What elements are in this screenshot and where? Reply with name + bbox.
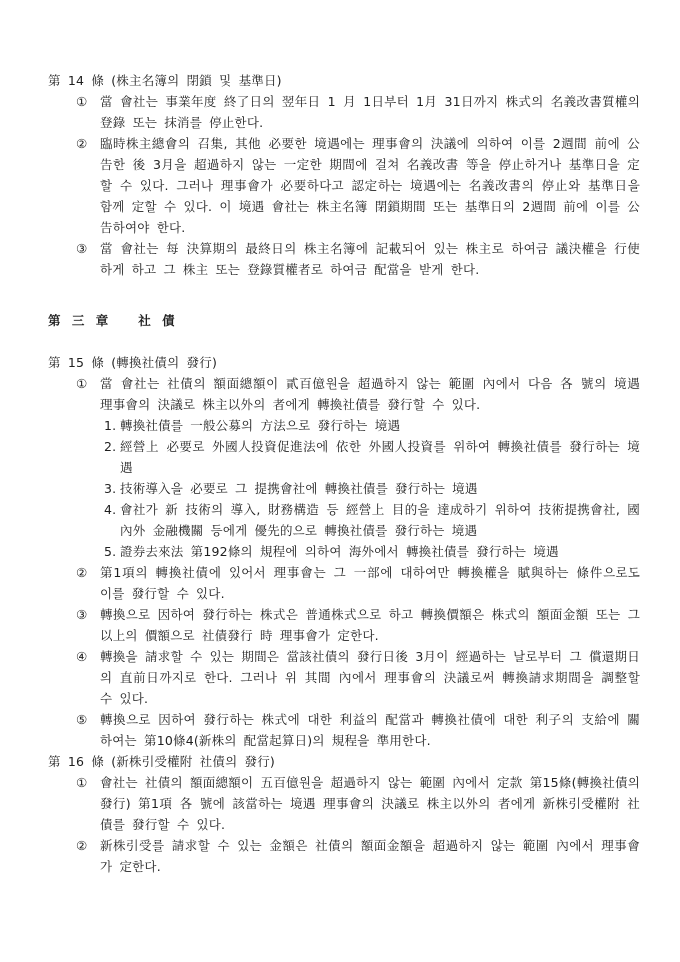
- subitem-text: 證券去來法 第192條의 規程에 의하여 海外에서 轉換社債를 發行하는 境遇: [120, 544, 559, 559]
- subitem-text: 經營上 必要로 外國人投資促進法에 依한 外國人投資를 위하여 轉換社債를 發行하는 境遇: [120, 439, 640, 475]
- item-marker: ②: [76, 838, 88, 853]
- article-15-item-1-sub-5: [100, 541, 640, 562]
- subitem-marker: 4.: [104, 502, 117, 517]
- article-15-item-1-sub-3: [100, 478, 640, 499]
- article-15: [48, 352, 640, 751]
- item-text: 轉換으로 因하여 發行하는 株式에 대한 利益의 配當과 轉換社債에 대한 利子의 支給에 關하여는 第10條4(新株의 配當起算日)의 規程을 準用한다.: [100, 712, 640, 748]
- subitem-text: 技術導入을 必要로 그 提携會社에 轉換社債를 發行하는 境遇: [120, 481, 478, 496]
- item-text: 第1項의 轉換社債에 있어서 理事會는 그 一部에 대하여만 轉換權을 賦與하는 條件으로도 이를 發行할 수 있다.: [100, 565, 640, 601]
- article-15-item-2: [48, 562, 640, 604]
- article-14-item-3: [48, 238, 640, 280]
- subitem-marker: 3.: [104, 481, 117, 496]
- article-16-item-2: [48, 835, 640, 877]
- item-text: 當 會社는 社債의 額面總額이 貳百億원을 超過하지 않는 範圍 內에서 다음 各 號의 境遇 理事會의 決議로 株主以外의 者에게 轉換社債를 發行할 수 있다.: [100, 376, 640, 412]
- article-14: [48, 70, 640, 280]
- subitem-text: 轉換社債를 一般公募의 方法으로 發行하는 境遇: [120, 418, 401, 433]
- subitem-marker: 2.: [104, 439, 117, 454]
- subitem-marker: 5.: [104, 544, 117, 559]
- item-text: 當 會社는 每 決算期의 最終日의 株主名簿에 記載되어 있는 株主로 하여금 議決權을 行使하게 하고 그 株主 또는 登錄質權者로 하여금 配當을 받게 한다.: [100, 241, 640, 277]
- item-marker: ④: [76, 649, 88, 664]
- item-marker: ③: [76, 607, 88, 622]
- article-14-item-2: [48, 133, 640, 238]
- chapter-3-heading: 第 三 章 社 債: [48, 313, 177, 328]
- article-16: [48, 751, 640, 877]
- item-marker: ①: [76, 94, 88, 109]
- item-text: 轉換으로 因하여 發行하는 株式은 普通株式으로 하고 轉換價額은 株式의 額面金額 또는 그 以上의 價額으로 社債發行 時 理事會가 定한다.: [100, 607, 640, 643]
- article-15-item-1-sub-1: [100, 415, 640, 436]
- item-marker: ①: [76, 775, 88, 790]
- article-15-item-1-sub-4: [100, 499, 640, 541]
- item-text: 新株引受를 請求할 수 있는 金額은 社債의 額面金額을 超過하지 않는 範圍 內에서 理事會가 定한다.: [100, 838, 640, 874]
- item-marker: ⑤: [76, 712, 88, 727]
- article-15-item-1-sub-2: [100, 436, 640, 478]
- article-15-item-3: [48, 604, 640, 646]
- article-14-heading: 第 14 條 (株主名簿의 閉鎖 및 基準日): [48, 73, 282, 88]
- item-marker: ③: [76, 241, 88, 256]
- article-15-item-4: [48, 646, 640, 709]
- item-text: 轉換을 請求할 수 있는 期間은 當該社債의 發行日後 3月이 經過하는 날로부터 그 償還期日의 直前日까지로 한다. 그러나 위 其間 內에서 理事會의 決議로써 轉換請求期間을 調整할 수 있다.: [100, 649, 640, 706]
- article-15-item-5: [48, 709, 640, 751]
- item-text: 會社는 社債의 額面總額이 五百億원을 超過하지 않는 範圍 內에서 定款 第15條(轉換社債의 發行) 第1項 各 號에 該當하는 境遇 理事會의 決議로 株主以外의 者에게 新株引受權附 社債를 發行할 수 있다.: [100, 775, 640, 832]
- subitem-marker: 1.: [104, 418, 117, 433]
- item-content: [100, 373, 640, 562]
- item-marker: ②: [76, 565, 88, 580]
- item-marker: ①: [76, 376, 88, 391]
- item-text: 當 會社는 事業年度 終了日의 翌年日 1 月 1日부터 1月 31日까지 株式의 名義改書質權의 登錄 또는 抹消를 停止한다.: [100, 94, 640, 130]
- item-marker: ②: [76, 136, 88, 151]
- article-16-item-1: [48, 772, 640, 835]
- article-15-item-1: [48, 373, 640, 562]
- article-14-item-1: [48, 91, 640, 133]
- article-16-heading: 第 16 條 (新株引受權附 社債의 發行): [48, 754, 276, 769]
- subitem-text: 會社가 新 技術의 導入, 財務構造 등 經營上 目的을 達成하기 위하여 技術提携會社, 國內外 金融機關 등에게 優先的으로 轉換社債를 發行하는 境遇: [120, 502, 640, 538]
- item-text: 臨時株主總會의 召集, 其他 必要한 境遇에는 理事會의 決議에 의하여 이를 2週間 前에 公告한 後 3月을 超過하지 않는 一定한 期間에 걸쳐 名義改書 等을 停止하거나 基準日을 定할 수 있다. 그러나 理事會가 必要하다고 認定하는 境遇에는 名義改書의 停止와 基準日을 함께 定할 수 있다. 이 境遇 會社는 株主名簿 閉鎖期間 또는 基準日의 2週間 前에 이를 公告하여야 한다.: [100, 136, 640, 235]
- article-15-heading: 第 15 條 (轉換社債의 發行): [48, 355, 218, 370]
